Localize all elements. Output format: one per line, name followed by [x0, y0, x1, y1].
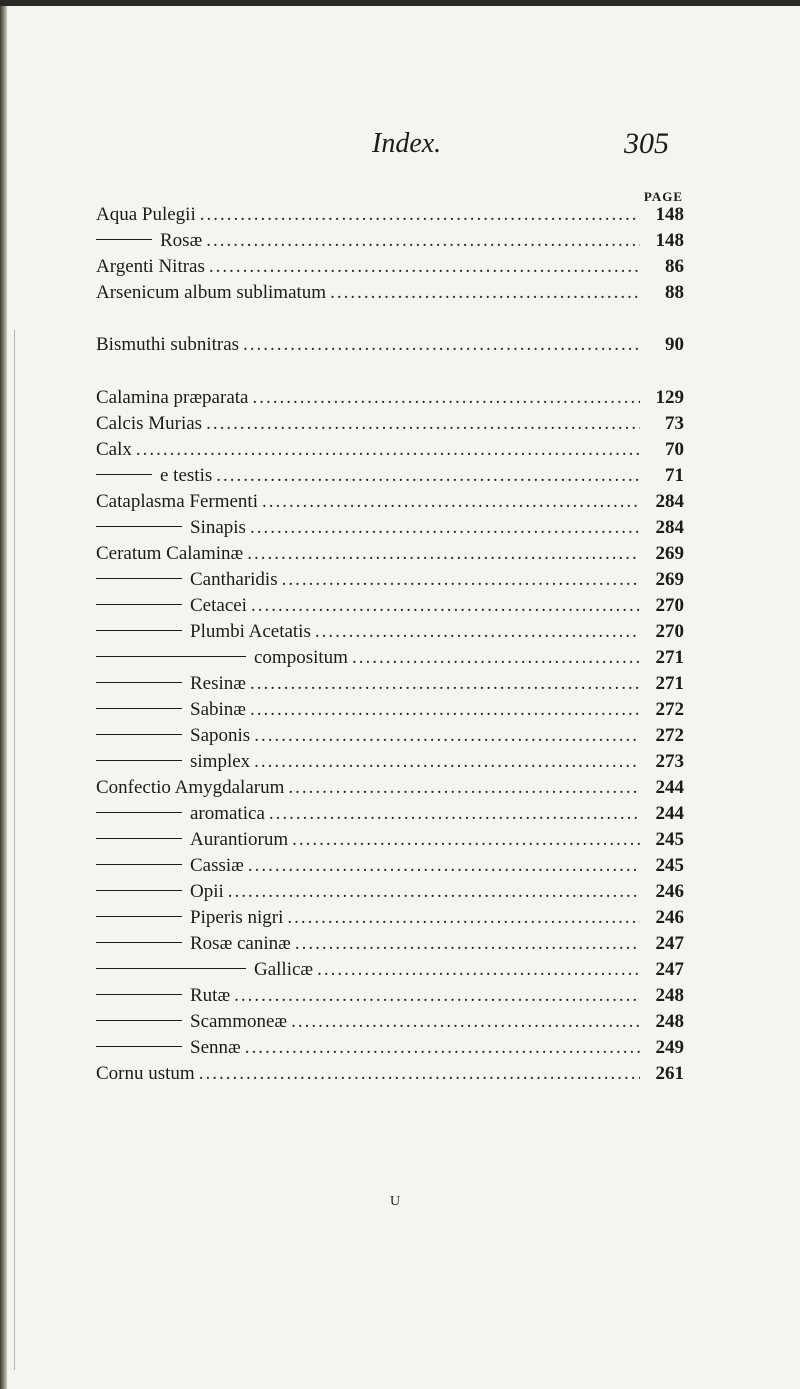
dot-leader — [206, 411, 640, 437]
index-entry — [96, 202, 684, 228]
index-entry — [96, 541, 684, 567]
index-entry — [96, 1035, 684, 1061]
ditto-dash — [96, 708, 182, 709]
entry-page: 245 — [655, 855, 684, 876]
entry-term: Piperis nigri — [190, 907, 284, 928]
ditto-dash — [96, 578, 182, 579]
page-column-label: PAGE — [643, 189, 683, 204]
entry-term: Scammoneæ — [190, 1011, 288, 1032]
entry-term: Rutæ — [190, 985, 231, 1006]
dot-leader — [262, 489, 640, 515]
entry-page: 273 — [655, 751, 684, 772]
entry-page: 248 — [655, 985, 684, 1006]
entry-page: 244 — [655, 803, 684, 824]
index-entry — [96, 905, 684, 931]
ditto-dash — [96, 656, 246, 657]
ditto-dash — [96, 864, 182, 865]
index-entry — [96, 645, 684, 671]
entry-term: simplex — [190, 751, 251, 772]
index-entry — [96, 463, 684, 489]
ditto-dash — [96, 942, 182, 943]
index-entry — [96, 879, 684, 905]
entry-page: 271 — [655, 647, 684, 668]
dot-leader — [251, 593, 640, 619]
dot-leader — [250, 671, 640, 697]
index-entry — [96, 1061, 684, 1087]
dot-leader — [288, 775, 640, 801]
entry-page: 129 — [655, 387, 684, 408]
entry-page: 70 — [665, 439, 684, 460]
index-entry — [96, 983, 684, 1009]
entry-page: 244 — [655, 777, 684, 798]
dot-leader — [254, 723, 640, 749]
index-entry — [96, 1009, 684, 1035]
ditto-dash — [96, 968, 246, 969]
index-entry — [96, 332, 684, 358]
dot-leader — [136, 437, 640, 463]
entry-page: 272 — [655, 699, 684, 720]
entry-term: Calx — [96, 439, 132, 460]
entry-page: 90 — [665, 334, 684, 355]
entry-term: Calcis Murias — [96, 413, 203, 434]
index-entry — [96, 827, 684, 853]
dot-leader — [252, 385, 640, 411]
entry-term: Confectio Amygdalarum — [96, 777, 285, 798]
entry-page: 284 — [655, 491, 684, 512]
ditto-dash — [96, 682, 182, 683]
entry-page: 88 — [665, 282, 684, 303]
ditto-dash — [96, 916, 182, 917]
entry-term: Cataplasma Fermenti — [96, 491, 258, 512]
ditto-dash — [96, 994, 182, 995]
index-entry — [96, 254, 684, 280]
dot-leader — [234, 983, 640, 1009]
index-entry — [96, 697, 684, 723]
ditto-dash — [96, 890, 182, 891]
index-entry — [96, 801, 684, 827]
dot-leader — [206, 228, 640, 254]
index-entry — [96, 775, 684, 801]
entry-term: Calamina præparata — [96, 387, 249, 408]
dot-leader — [291, 1009, 640, 1035]
entry-term: Ceratum Calaminæ — [96, 543, 244, 564]
entry-term: Cetacei — [190, 595, 247, 616]
entry-term: Aurantiorum — [190, 829, 289, 850]
running-title: Index. — [372, 128, 442, 159]
dot-leader — [254, 749, 640, 775]
entry-term: Sennæ — [190, 1037, 241, 1058]
dot-leader — [330, 280, 640, 306]
entry-page: 248 — [655, 1011, 684, 1032]
dot-leader — [250, 697, 640, 723]
entry-page: 284 — [655, 517, 684, 538]
dot-leader — [287, 905, 640, 931]
index-entry — [96, 931, 684, 957]
ditto-dash — [96, 812, 182, 813]
index-entry — [96, 593, 684, 619]
ditto-dash — [96, 734, 182, 735]
dot-leader — [282, 567, 640, 593]
dot-leader — [199, 1061, 640, 1087]
entry-term: Saponis — [190, 725, 251, 746]
index-entry — [96, 749, 684, 775]
entry-page: 246 — [655, 907, 684, 928]
entry-page: 269 — [655, 569, 684, 590]
entry-term: Cornu ustum — [96, 1063, 195, 1084]
index-entry — [96, 411, 684, 437]
entry-page: 247 — [655, 959, 684, 980]
ditto-dash — [96, 239, 152, 240]
entry-term: Opii — [190, 881, 224, 902]
dot-leader — [245, 1035, 640, 1061]
dot-leader — [228, 879, 640, 905]
entry-term: Plumbi Acetatis — [190, 621, 311, 642]
entry-term: Rosæ caninæ — [190, 933, 291, 954]
entry-page: 247 — [655, 933, 684, 954]
dot-leader — [243, 332, 640, 358]
entry-term: Sinapis — [190, 517, 246, 538]
entry-term: e testis — [160, 465, 213, 486]
entry-page: 245 — [655, 829, 684, 850]
index-entry — [96, 489, 684, 515]
dot-leader — [315, 619, 640, 645]
ditto-dash — [96, 604, 182, 605]
dot-leader — [295, 931, 640, 957]
entry-page: 272 — [655, 725, 684, 746]
entry-page: 269 — [655, 543, 684, 564]
entry-term: Argenti Nitras — [96, 256, 205, 277]
signature-mark: U — [390, 1194, 401, 1209]
index-entry — [96, 385, 684, 411]
index-entry — [96, 515, 684, 541]
ditto-dash — [96, 526, 182, 527]
entry-page: 249 — [655, 1037, 684, 1058]
dot-leader — [352, 645, 640, 671]
index-entry — [96, 853, 684, 879]
dot-leader — [216, 463, 640, 489]
ditto-dash — [96, 760, 182, 761]
entry-page: 73 — [665, 413, 684, 434]
entry-page: 271 — [655, 673, 684, 694]
entry-term: Aqua Pulegii — [96, 204, 196, 225]
entry-term: Bismuthi subnitras — [96, 334, 240, 355]
entry-page: 148 — [655, 204, 684, 225]
index-entry — [96, 567, 684, 593]
entry-term: Cantharidis — [190, 569, 278, 590]
index-entry — [96, 437, 684, 463]
entry-term: Arsenicum album sublimatum — [96, 282, 327, 303]
entry-term: Cassiæ — [190, 855, 244, 876]
ditto-dash — [96, 838, 182, 839]
dot-leader — [247, 541, 640, 567]
dot-leader — [248, 853, 640, 879]
dot-leader — [269, 801, 640, 827]
entry-page: 270 — [655, 595, 684, 616]
ditto-dash — [96, 474, 152, 475]
dot-leader — [209, 254, 640, 280]
index-entry — [96, 228, 684, 254]
page-number: 305 — [624, 127, 669, 160]
entry-page: 246 — [655, 881, 684, 902]
index-entry — [96, 280, 684, 306]
ditto-dash — [96, 1020, 182, 1021]
entry-page: 261 — [655, 1063, 684, 1084]
index-entry — [96, 619, 684, 645]
index-entry — [96, 957, 684, 983]
ditto-dash — [96, 630, 182, 631]
entry-term: aromatica — [190, 803, 265, 824]
entry-term: Sabinæ — [190, 699, 246, 720]
entry-term: compositum — [254, 647, 348, 668]
entry-term: Resinæ — [190, 673, 246, 694]
dot-leader — [200, 202, 640, 228]
dot-leader — [250, 515, 640, 541]
index-entry — [96, 723, 684, 749]
entry-page: 148 — [655, 230, 684, 251]
entry-term: Rosæ — [160, 230, 203, 251]
entry-page: 270 — [655, 621, 684, 642]
dot-leader — [317, 957, 640, 983]
ditto-dash — [96, 1046, 182, 1047]
index-entry — [96, 671, 684, 697]
entry-page: 86 — [665, 256, 684, 277]
entry-term: Gallicæ — [254, 959, 314, 980]
dot-leader — [292, 827, 640, 853]
entry-page: 71 — [665, 465, 684, 486]
